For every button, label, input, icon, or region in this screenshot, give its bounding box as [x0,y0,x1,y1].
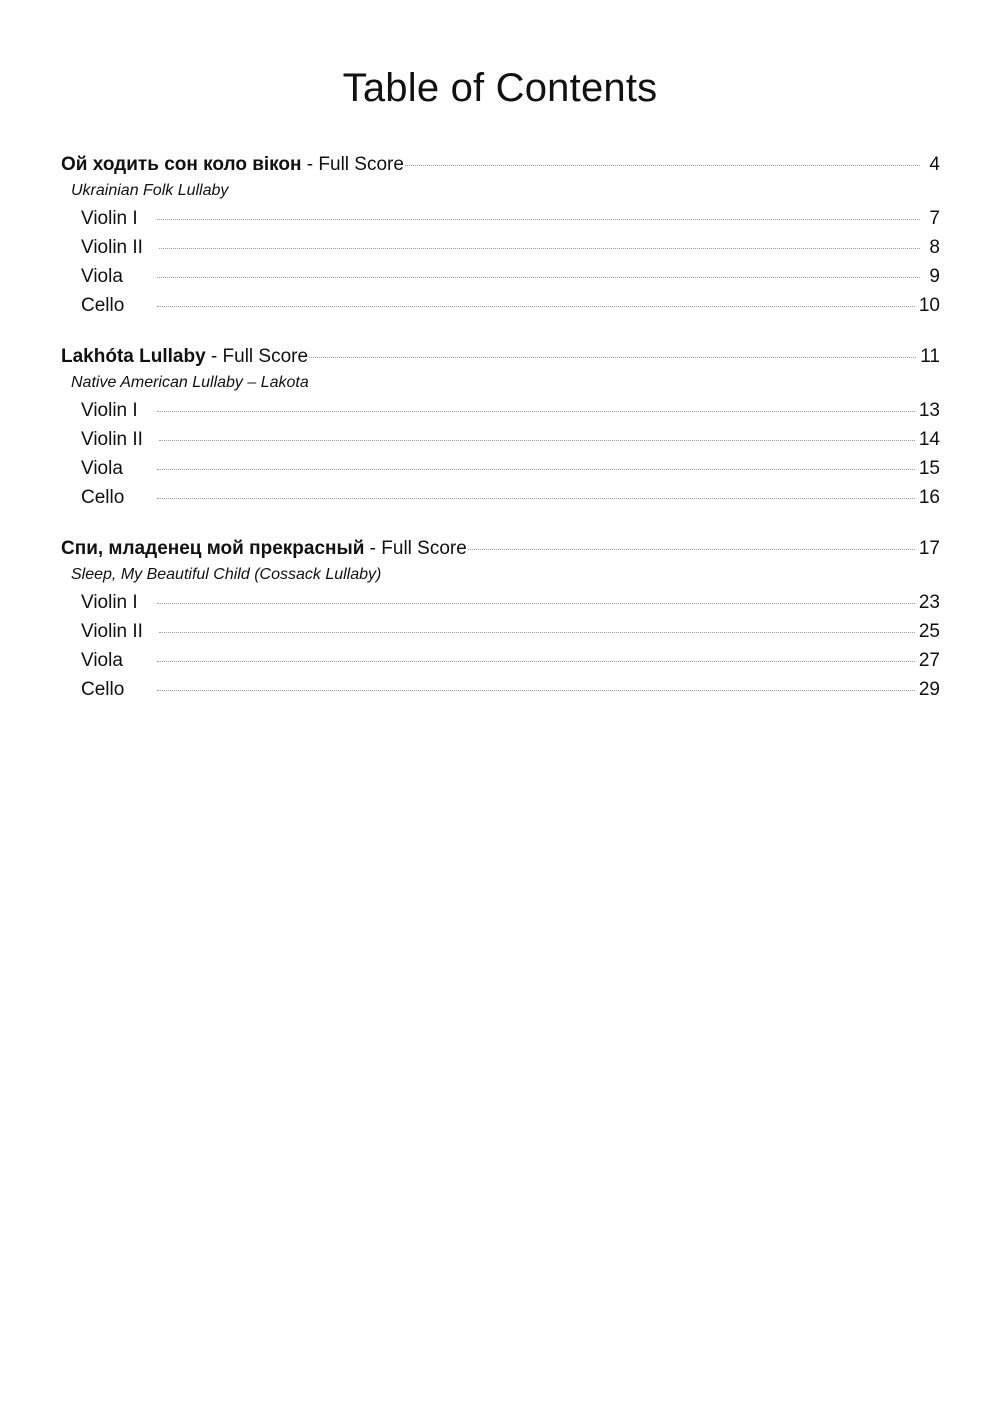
dot-leader [157,219,920,220]
entry-suffix: - Full Score [364,538,467,559]
page-number: 23 [918,592,940,613]
part-name: Violin II [81,621,143,642]
page-number: 27 [918,650,940,671]
page-number: 10 [918,295,940,316]
page-number: 25 [918,621,940,642]
page-number: 9 [929,266,940,287]
dot-leader [157,661,915,662]
dot-leader [157,690,915,691]
page-number: 16 [918,487,940,508]
page-number: 15 [918,458,940,479]
part-name: Viola [81,458,123,479]
dot-leader [159,632,915,633]
toc-section [61,150,940,320]
dot-leader [157,277,920,278]
page-number: 4 [929,154,940,175]
part-name: Violin I [81,400,138,421]
toc-entry-part[interactable] [61,291,940,320]
part-name: Cello [81,679,125,700]
piece-title: Ой ходить сон коло вікон [61,154,302,175]
dot-leader [157,306,915,307]
toc-section [61,534,940,704]
toc-entry-part[interactable] [61,262,940,291]
part-name: Viola [81,650,123,671]
toc-entry-part[interactable] [61,425,940,454]
toc-entry-part[interactable] [61,233,940,262]
piece-subtitle: Sleep, My Beautiful Child (Cossack Lullaby) [71,566,382,583]
page-number: 14 [918,429,940,450]
toc-entry-part[interactable] [61,646,940,675]
page-number: 11 [920,346,940,367]
page-number: 17 [918,538,940,559]
piece-subtitle: Native American Lullaby – Lakota [71,374,309,391]
toc-entry-part[interactable] [61,588,940,617]
dot-leader [405,165,920,166]
piece-title: Спи, младенец мой прекрасный [61,538,365,559]
entry-suffix: - Full Score [301,154,404,175]
dot-leader [468,549,915,550]
piece-subtitle: Ukrainian Folk Lullaby [71,182,229,199]
toc-entry-label [61,534,467,563]
part-name: Violin I [81,592,138,613]
toc-entry-full-score[interactable] [61,342,940,372]
dot-leader [157,498,915,499]
part-name: Violin II [81,237,143,258]
dot-leader [159,248,920,249]
part-name: Cello [81,295,125,316]
toc-entry-full-score[interactable] [61,150,940,180]
toc-entry-part[interactable] [61,396,940,425]
piece-title: Lakhóta Lullaby [61,346,206,367]
page-number: 8 [929,237,940,258]
toc-entry-label [61,342,308,371]
part-name: Violin II [81,429,143,450]
toc-entry-part[interactable] [61,454,940,483]
toc-entry-part[interactable] [61,617,940,646]
toc-entry-label [61,150,404,179]
toc-entry-part[interactable] [61,204,940,233]
part-name: Viola [81,266,123,287]
part-name: Cello [81,487,125,508]
dot-leader [309,357,916,358]
dot-leader [159,440,915,441]
toc-section [61,342,940,512]
dot-leader [157,411,915,412]
toc-entry-full-score[interactable] [61,534,940,564]
toc-entry-part[interactable] [61,483,940,512]
page-number: 7 [929,208,940,229]
part-name: Violin I [81,208,138,229]
page-number: 13 [918,400,940,421]
page-title: Table of Contents [342,66,658,110]
dot-leader [157,603,915,604]
dot-leader [157,469,915,470]
page-number: 29 [918,679,940,700]
entry-suffix: - Full Score [205,346,309,367]
table-of-contents [61,150,940,726]
toc-entry-part[interactable] [61,675,940,704]
